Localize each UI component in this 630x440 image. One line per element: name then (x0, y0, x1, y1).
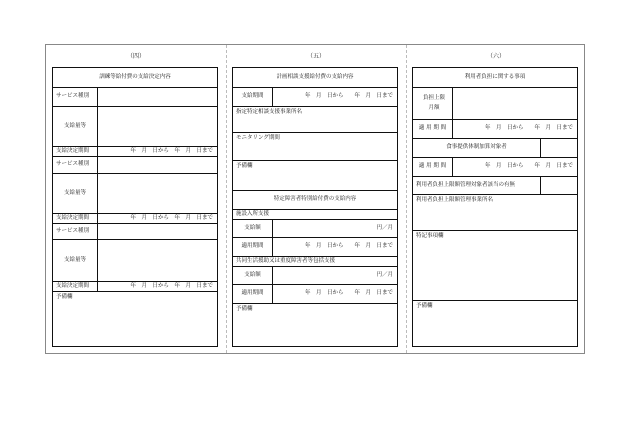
amount-label: 支給量等 (53, 174, 98, 213)
amount-row (233, 219, 397, 237)
service-type-label: サービス種別 (53, 224, 98, 239)
decision-period-value: 年 月 日から 年 月 日まで (130, 214, 213, 221)
facility-row (233, 209, 397, 219)
applied-period-row (233, 237, 397, 256)
decision-period-label: 支給決定期間 (53, 282, 98, 291)
service-type-row (53, 87, 217, 106)
joint-living-label: 共同生活援助又は重度障害者等包括支援 (236, 257, 336, 264)
amount-label: 支給量等 (53, 107, 98, 146)
decision-period-label: 支給決定期間 (53, 147, 98, 156)
decision-period-row (53, 213, 217, 223)
amount-row (53, 106, 217, 146)
special-notes-row (413, 230, 577, 300)
mgmt-office-row (413, 194, 577, 230)
mgmt-office-label: 利用者負担上限額管理事業所名 (416, 197, 494, 203)
applied-period-value: 年 月 日から 年 月 日まで (304, 290, 393, 297)
monitoring-row (233, 132, 397, 160)
applied-period-label: 適用期間 (233, 285, 273, 303)
applied-period-row (413, 157, 577, 176)
applied-period-label: 適 用 期 間 (413, 120, 453, 138)
amount-unit: 円／月 (376, 224, 393, 231)
service-type-row (53, 156, 217, 173)
table-header: 利用者負担に関する事項 (464, 73, 526, 80)
decision-period-label: 支給決定期間 (53, 214, 98, 223)
payment-period-row (233, 87, 397, 106)
fold-line (226, 45, 227, 353)
office-label: 指定特定相談支援事業所名 (236, 109, 303, 115)
service-type-label: サービス種別 (53, 88, 98, 106)
service-type-row (53, 223, 217, 239)
applied-period-value: 年 月 日から 年 月 日まで (304, 243, 393, 250)
applied-period-row (413, 119, 577, 138)
table-header: 計画相談支援給付費の支給内容 (276, 73, 354, 80)
burden-limit-label-line1: 負担上限 (422, 95, 445, 101)
remarks-label: 予備欄 (236, 306, 253, 312)
amount-label: 支給額 (233, 267, 273, 284)
office-row (233, 106, 397, 132)
amount-label: 支給量等 (53, 240, 98, 281)
applied-period-label: 適 用 期 間 (413, 158, 453, 176)
decision-period-row (53, 281, 217, 291)
remarks-row (53, 291, 217, 346)
training-benefit-table (52, 67, 218, 347)
burden-limit-label-line2: 月額 (428, 104, 440, 111)
payment-period-value: 年 月 日から 年 月 日まで (304, 93, 393, 100)
amount-row (233, 266, 397, 284)
fold-line (406, 45, 407, 353)
monitoring-label: モニタリング期間 (236, 135, 280, 141)
certificate-page (45, 44, 585, 354)
burden-limit-label (413, 88, 453, 119)
applied-period-value: 年 月 日から 年 月 日まで (484, 163, 573, 170)
amount-unit: 円／月 (376, 271, 393, 278)
panel-title-6: （六） (486, 53, 505, 60)
remarks-row (413, 300, 577, 346)
remarks-label: 予備欄 (236, 163, 253, 169)
service-type-label: サービス種別 (53, 157, 98, 173)
meal-row (413, 138, 577, 157)
table-header: 特定障害者特別給付費の支給内容 (233, 190, 397, 209)
user-burden-table (412, 67, 578, 347)
decision-period-value: 年 月 日から 年 月 日まで (130, 147, 213, 154)
special-notes-label: 特記事項欄 (416, 233, 444, 239)
mgmt-target-row (413, 176, 577, 194)
burden-limit-row (413, 87, 577, 119)
joint-living-row (233, 256, 397, 266)
amount-row (53, 173, 217, 213)
payment-period-label: 支給期間 (233, 88, 273, 106)
decision-period-value: 年 月 日から 年 月 日まで (130, 282, 213, 289)
remarks-row (233, 160, 397, 190)
meal-label: 食事提供体制加算対象者 (413, 139, 541, 157)
table-header: 訓練等給付費の支給決定内容 (99, 73, 171, 80)
consultation-benefit-table (232, 67, 398, 347)
panel-title-5: （五） (306, 53, 325, 60)
applied-period-value: 年 月 日から 年 月 日まで (484, 125, 573, 132)
remarks-label: 予備欄 (416, 303, 433, 309)
applied-period-row (233, 284, 397, 303)
remarks-label: 予備欄 (56, 294, 73, 300)
panel-title-4: （四） (126, 53, 145, 60)
amount-row (53, 239, 217, 281)
remarks-row (233, 303, 397, 346)
applied-period-label: 適用期間 (233, 238, 273, 256)
mgmt-target-label: 利用者負担上限額管理対象者該当の有無 (413, 177, 541, 194)
decision-period-row (53, 146, 217, 156)
amount-label: 支給額 (233, 220, 273, 237)
facility-label: 施設入所支援 (236, 210, 270, 217)
